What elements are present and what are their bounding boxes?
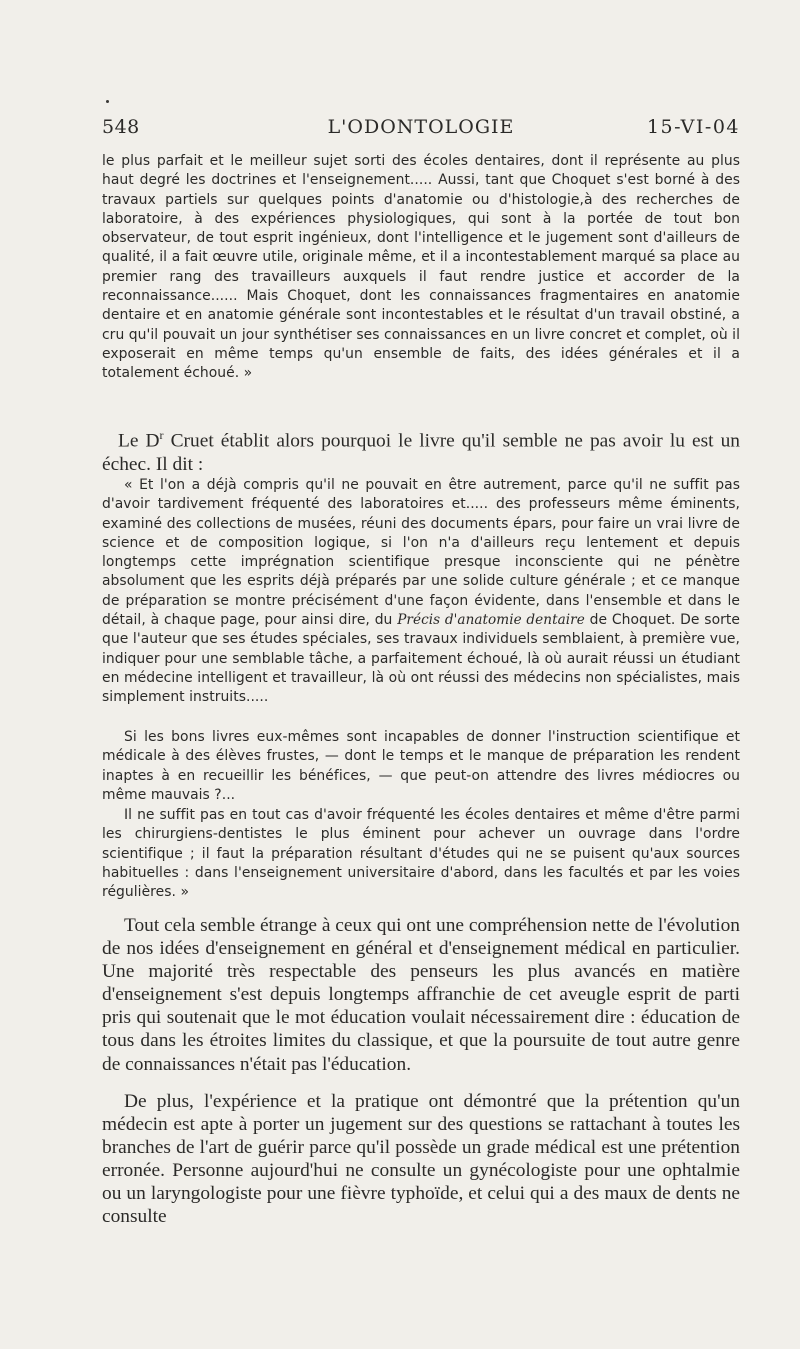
journal-title: L'ODONTOLOGIE <box>327 116 515 138</box>
paragraph-main-strange: Tout cela semble étrange à ceux qui ont une compréhension nette de l'évolution de nos idées d'enseignement en général et d'enseignement médical en particulier. Une majorité très respectable des penseurs les plus avancés en matière d'enseignement s'est depuis longtemps affranchie de cet aveugle esprit de parti pris qui soutenait que le mot éducation voulait nécessairement dire : éducation de tous dans les étroites limites du classique, et que la poursuite de tout autre genre de connaissances n'était pas l'éducation. <box>102 915 740 1075</box>
book-title-italic: Précis d'anatomie dentaire <box>397 612 585 629</box>
paragraph-quote-cruet <box>102 476 740 708</box>
paragraph-cruet-intro-before: Le D <box>118 430 160 452</box>
quote-cruet-part2: de Choquet. De sorte que l'auteur que ses études spéciales, ses travaux individuels semblaient, à première vue, indiquer pour une semblable tâche, a parfaitement échoué, là où aurait réussi un étudiant en médecine intelligent et travailleur, là où ont réussi des médecins non spécialistes, mais simplement instruits..... <box>102 612 740 706</box>
paragraph-main-moreover: De plus, l'expérience et la pratique ont démontré que la prétention qu'un médecin est apte à porter un jugement sur des questions se rattachant à toutes les branches de l'art de guérir parce qu'il possède un grade médical est une prétention erronée. Personne aujourd'hui ne consulte un gynécologiste pour une ophtalmie ou un laryngologiste pour une fièvre typhoïde, et celui qui a des maux de dents ne consulte <box>102 1091 740 1228</box>
print-mark <box>106 100 109 103</box>
running-header <box>102 116 740 142</box>
paragraph-cruet-intro <box>102 424 740 476</box>
paragraph-cruet-intro-after: Cruet établit alors pourquoi le livre qu'il semble ne pas avoir lu est un échec. Il dit : <box>102 430 740 475</box>
quote-cruet-part1: « Et l'on a déjà compris qu'il ne pouvait en être autrement, parce qu'il ne suffit pas d'avoir tardivement fréquenté des laboratoires et..... des professeurs même éminents, examiné des collections de musées, réuni des documents épars, pour faire un vrai livre de science et de composition logique, si l'on n'a d'ailleurs reçu lentement et depuis longtemps cette imprégnation scientifique presque inconsciente qui ne pénètre absolument que les esprits déjà préparés par une solide culture générale ; et ce manque de préparation se montre précisément d'une façon évidente, dans l'ensemble et dans le détail, à chaque page, pour ainsi dire, du <box>102 477 740 629</box>
issue-date: 15-VI-04 <box>646 116 740 138</box>
superscript-r: r <box>159 428 164 442</box>
page-number: 548 <box>102 116 140 138</box>
paragraph-quote-continuation: le plus parfait et le meilleur sujet sorti des écoles dentaires, dont il représente au plus haut degré les doctrines et l'enseignement..... Aussi, tant que Choquet s'est borné à des travaux partiels sur quelques points d'anatomie ou d'histologie,à des recherches de laboratoire, à des expériences physiologiques, qui sont à la portée de tout bon observateur, de tout esprit ingénieux, dont l'intelligence et le jugement sont d'ailleurs de qualité, il a fait œuvre utile, originale même, et il a incontestablement marqué sa place au premier rang des travailleurs auxquels il faut rendre justice et accorder de la reconnaissance...... Mais Choquet, dont les connaissances fragmentaires en anatomie dentaire et en anatomie générale sont incontestables et le résultat d'un travail obstiné, a cru qu'il pouvait un jour synthétiser ses connaissances en un livre concret et complet, où il exposerait en même temps qu'un ensemble de faits, des idées générales et il a totalement échoué. » <box>102 153 740 382</box>
paragraph-quote-good-books: Si les bons livres eux-mêmes sont incapables de donner l'instruction scientifique et médicale à des élèves frustes, — dont le temps et le manque de préparation les rendent inaptes à en recueillir les bénéfices, — que peut-on attendre des livres médiocres ou même mauvais ?... <box>102 729 740 803</box>
paragraph-quote-not-enough: Il ne suffit pas en tout cas d'avoir fréquenté les écoles dentaires et même d'être parmi les chirurgiens-dentistes le plus éminent pour achever un ouvrage dans l'ordre scientifique ; il faut la préparation résultant d'études qui ne se puisent qu'aux sources habituelles : dans l'enseignement universitaire d'abord, dans les facultés et par les voies régulières. » <box>102 807 740 901</box>
